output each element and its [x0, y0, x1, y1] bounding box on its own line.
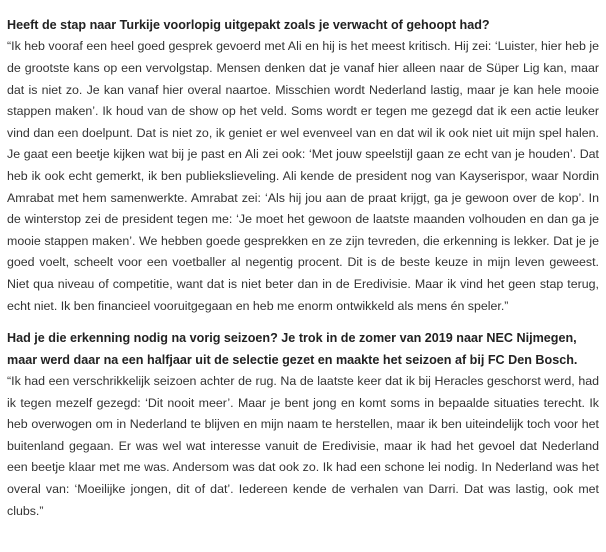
interview-block-1: [7, 15, 599, 317]
interview-answer: “Ik had een verschrikkelijk seizoen achter de rug. Na de laatste keer dat ik bij Heracles geschorst werd, had ik tegen mezelf gezegd: ‘Dit nooit meer’. Maar je bent jong en komt soms in bepaalde situaties terecht. Ik heb overwogen om in Nederland te blijven en mijn naam te herstellen, maar ik ben uiteindelijk toch voor het buitenland gegaan. Er was wel wat interesse vanuit de Eredivisie, maar ik had het gevoel dat Nederland een beetje klaar met me was. Andersom was dat ook zo. Ik had een schone lei nodig. In Nederland was het overal van: ‘Moeilijke jongen, dit of dat’. Iedereen kende de verhalen van Darri. Dat was lastig, ook met clubs.”: [7, 373, 599, 518]
interview-question: Had je die erkenning nodig na vorig seizoen? Je trok in de zomer van 2019 naar NEC Nijmegen, maar werd daar na een halfjaar uit de selectie gezet en maakte het seizoen af bij FC Den Bosch.: [7, 331, 578, 367]
interview-block-2: [7, 328, 599, 522]
interview-answer: “Ik heb vooraf een heel goed gesprek gevoerd met Ali en hij is het meest kritisch. Hij zei: ‘Luister, hier heb je de grootste kans op een vervolgstap. Mensen denken dat je vanaf hier alleen naar de Süper Lig kan, maar dat is niet zo. Je kan vanaf hier overal naartoe. Misschien wordt Nederland lastig, maar je kan hele mooie stappen maken’. Ik houd van de show op het veld. Soms wordt er tegen me gezegd dat ik een actie leuker vind dan een doelpunt. Dat is niet zo, ik geniet er wel evenveel van en dat wil ik ook niet uit mijn spel halen. Je gaat een beetje kijken wat bij je past en Ali zei ook: ‘Met jouw speelstijl gaan ze echt van je houden’. Dat heb ik ook echt gemerkt, ik ben publiekslieveling. Ali kende de president nog van Kayserispor, waar Nordin Amrabat met hem samenwerkte. Amrabat zei: ‘Als hij jou aan de praat krijgt, ga je gewoon over de kop’. In de winterstop zei de president tegen me: ‘Je moet het gewoon de laatste maanden volhouden en dan ga je mooie stappen maken’. We hebben goede gesprekken en ze zijn tevreden, die erkenning is lekker. Dat je je goed voelt, scheelt voor een voetballer al negentig procent. Dit is de beste keuze in mijn leven geweest. Niet qua niveau of competitie, want dat is niet beter dan in de Eredivisie. Maar ik vind het geen stap terug, echt niet. Ik ben financieel vooruitgegaan en heb me enorm ontwikkeld als mens én speler.”: [7, 39, 599, 313]
interview-question: Heeft de stap naar Turkije voorlopig uitgepakt zoals je verwacht of gehoopt had?: [7, 18, 490, 32]
